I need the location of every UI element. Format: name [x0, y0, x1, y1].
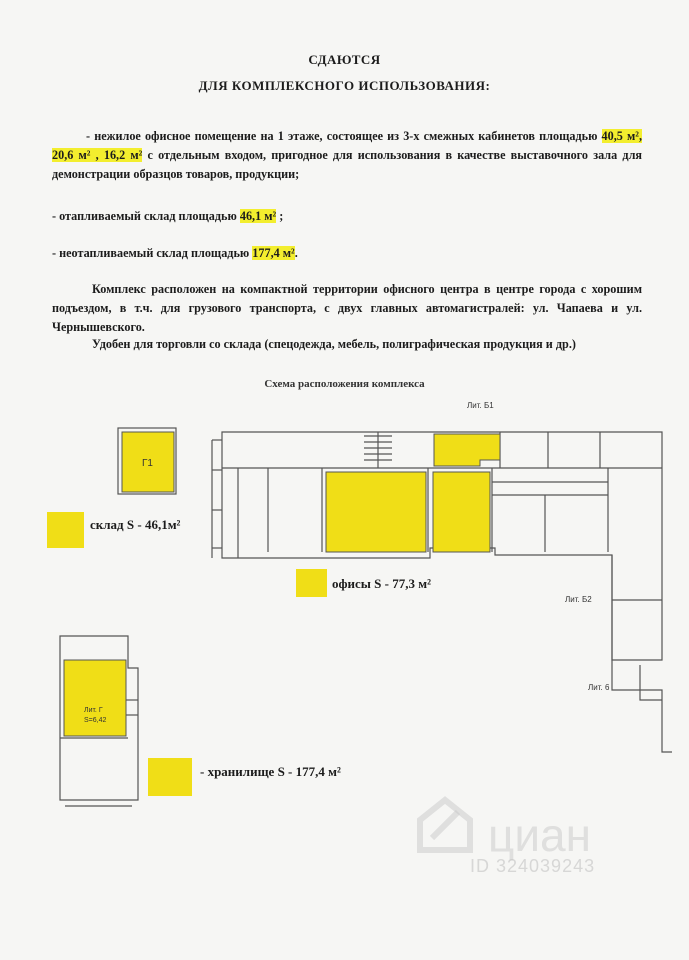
legend-swatch-sklad [47, 512, 84, 548]
zone-storage [64, 660, 126, 736]
item-unheated-prefix: - неотапливаемый склад площадью [52, 246, 253, 260]
item-office-prefix: - нежилое офисное помещение на 1 этаже, состоящее из 3-х смежных кабинетов площадью [86, 129, 602, 143]
legend-swatch-khranilishche [148, 758, 192, 796]
heading-line1: СДАЮТСЯ [308, 52, 381, 67]
item-office-suffix: с отдельным входом, пригодное для использования в качестве выставочного зала для демонстрации образцов товаров, продукции; [52, 148, 642, 181]
label-lit-b1: Лит. Б1 [467, 401, 494, 410]
item-heated-prefix: - отапливаемый склад площадью [52, 209, 240, 223]
legend-ofisy: офисы S - 77,3 м² [332, 576, 431, 591]
item-unheated-suffix: . [294, 246, 298, 260]
label-storage-area: S=6,42 [84, 717, 107, 724]
legend-khranilishche: - хранилище S - 177,4 м² [200, 764, 341, 779]
location-paragraph: Комплекс расположен на компактной территории офисного центра в центре города с хорошим подъездом, в т.ч. для грузового транспорта, с двух главных автомагистралей: ул. Чапаева и ул. Чернышевского. [52, 282, 642, 334]
legend-sklad: склад S - 46,1м² [90, 517, 181, 532]
legend-swatch-ofisy [296, 569, 327, 597]
watermark-id: ID 324039243 [470, 856, 596, 876]
trade-paragraph: Удобен для торговли со склада (спецодежда, мебель, полиграфическая продукция и др.) [92, 337, 576, 351]
staircase [364, 432, 392, 468]
label-g1: Г1 [142, 458, 153, 469]
watermark-brand: циан [488, 809, 592, 861]
item-office-areas: 40,5 м², 20,6 м² , 16,2 м² [52, 129, 642, 162]
item-heated-area: 46,1 м² [239, 209, 277, 223]
zone-office-3 [434, 434, 500, 466]
zone-office-1 [326, 472, 426, 552]
zone-office-2 [433, 472, 490, 552]
label-lit-g: Лит. Г [84, 707, 103, 714]
cian-logo-icon [410, 790, 480, 860]
label-lit-6: Лит. 6 [588, 683, 610, 692]
wing-outline [612, 555, 672, 752]
schema-title: Схема расположения комплекса [264, 378, 425, 390]
item-heated-suffix: ; [276, 209, 284, 223]
label-lit-b2: Лит. Б2 [565, 595, 592, 604]
heading-line2: ДЛЯ КОМПЛЕКСНОГО ИСПОЛЬЗОВАНИЯ: [198, 78, 491, 93]
item-unheated-area: 177,4 м² [252, 246, 295, 260]
